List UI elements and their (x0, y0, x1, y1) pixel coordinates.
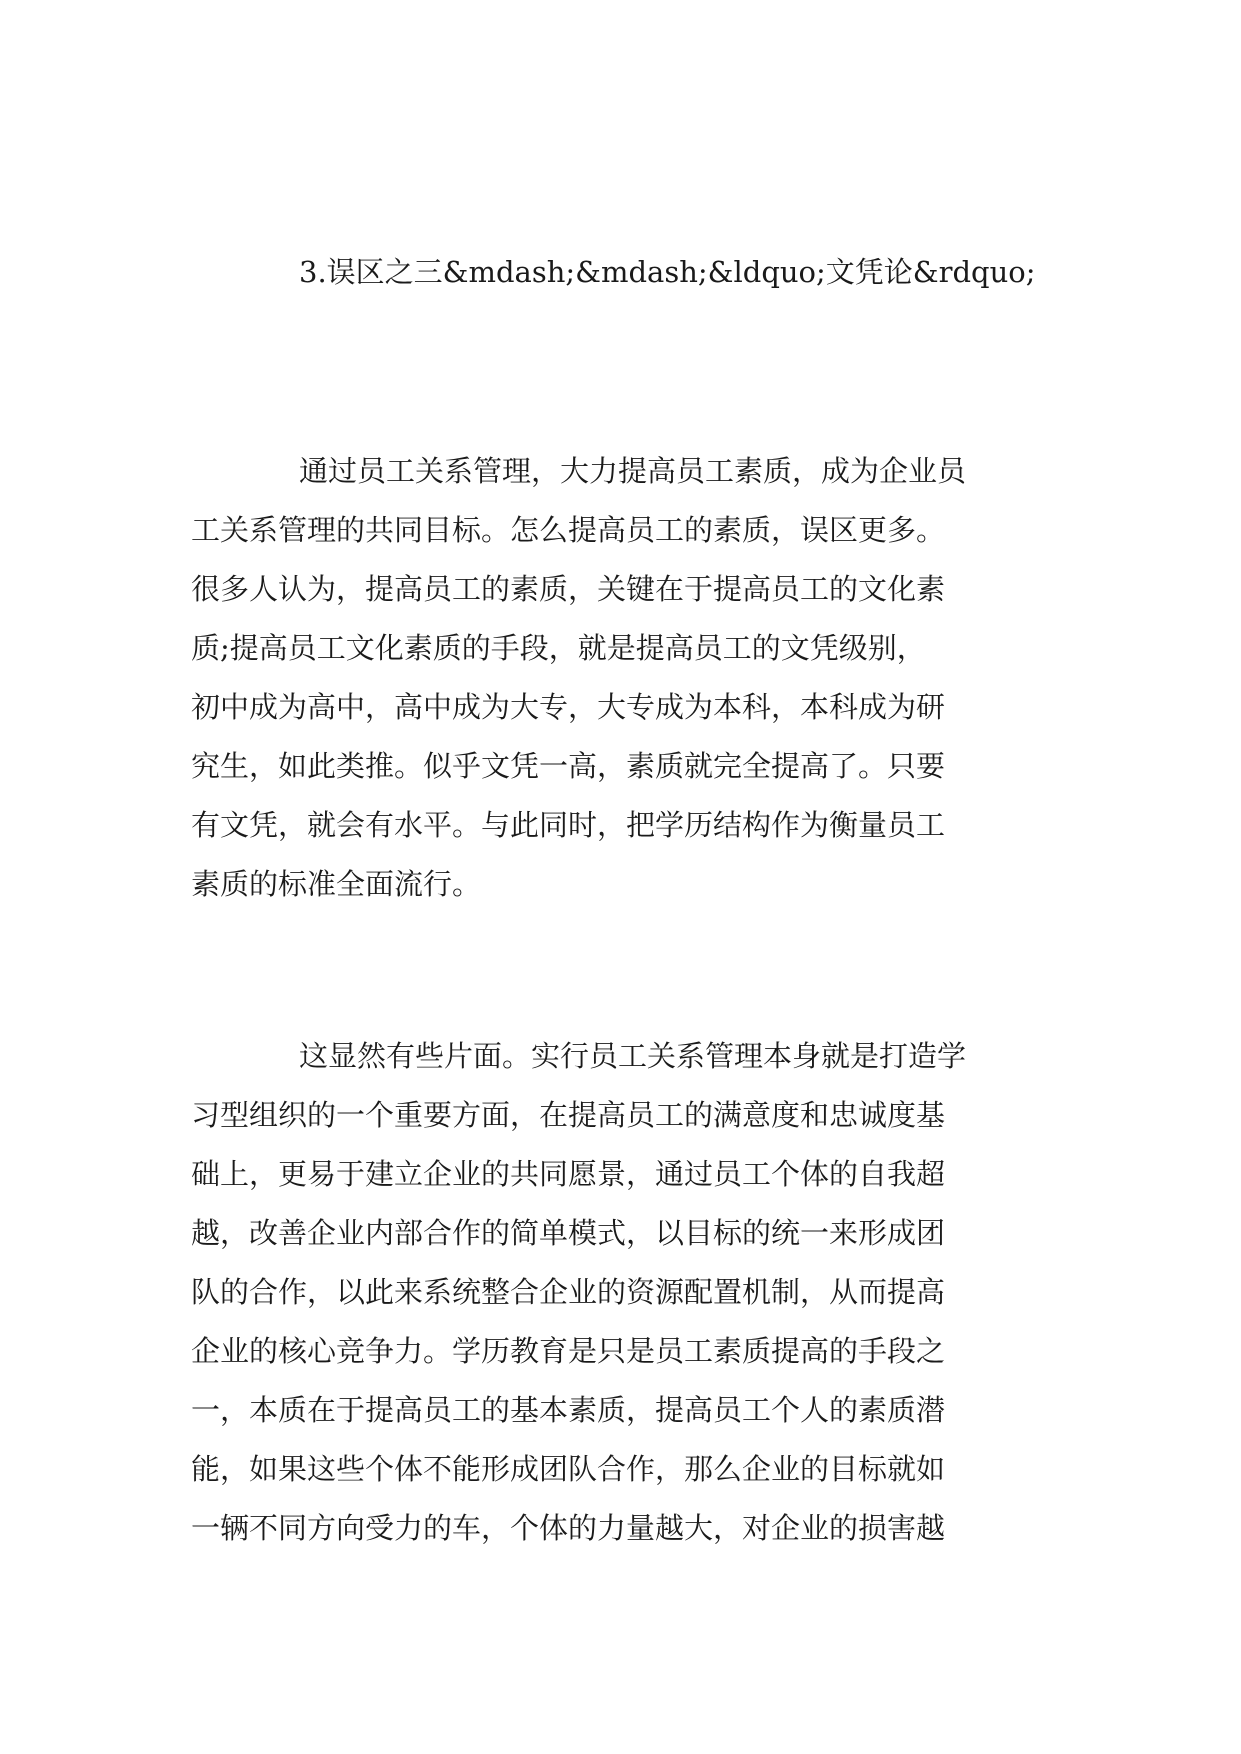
paragraph-line: 习型组织的一个重要方面，在提高员工的满意度和忠诚度基 (191, 1098, 946, 1132)
paragraph-line: 很多人认为，提高员工的素质，关键在于提高员工的文化素 (191, 572, 946, 606)
paragraph-line: 企业的核心竞争力。学历教育是只是员工素质提高的手段之 (191, 1334, 946, 1368)
paragraph-line: 一辆不同方向受力的车，个体的力量越大，对企业的损害越 (191, 1511, 946, 1545)
paragraph-line: 队的合作，以此来系统整合企业的资源配置机制，从而提高 (191, 1275, 946, 1309)
paragraph-line: 越，改善企业内部合作的简单模式，以目标的统一来形成团 (191, 1216, 946, 1250)
paragraph-1 (191, 442, 966, 914)
paragraph-line: 初中成为高中，高中成为大专，大专成为本科，本科成为研 (191, 690, 946, 724)
section-heading: 3.误区之三&mdash;&mdash;&ldquo;文凭论&rdquo; (299, 255, 1036, 289)
paragraph-line: 有文凭，就会有水平。与此同时，把学历结构作为衡量员工 (191, 808, 946, 842)
paragraph-line: 究生，如此类推。似乎文凭一高，素质就完全提高了。只要 (191, 749, 946, 783)
paragraph-line: 这显然有些片面。实行员工关系管理本身就是打造学 (299, 1039, 967, 1073)
paragraph-line: 一，本质在于提高员工的基本素质，提高员工个人的素质潜 (191, 1393, 946, 1427)
paragraph-line: 素质的标准全面流行。 (191, 867, 482, 901)
paragraph-2 (191, 1027, 966, 1558)
paragraph-line: 通过员工关系管理，大力提高员工素质，成为企业员 (299, 454, 967, 488)
paragraph-line: 工关系管理的共同目标。怎么提高员工的素质，误区更多。 (191, 513, 946, 547)
paragraph-line: 能，如果这些个体不能形成团队合作，那么企业的目标就如 (191, 1452, 946, 1486)
paragraph-line: 质;提高员工文化素质的手段，就是提高员工的文凭级别， (191, 631, 926, 665)
paragraph-line: 础上，更易于建立企业的共同愿景，通过员工个体的自我超 (191, 1157, 946, 1191)
